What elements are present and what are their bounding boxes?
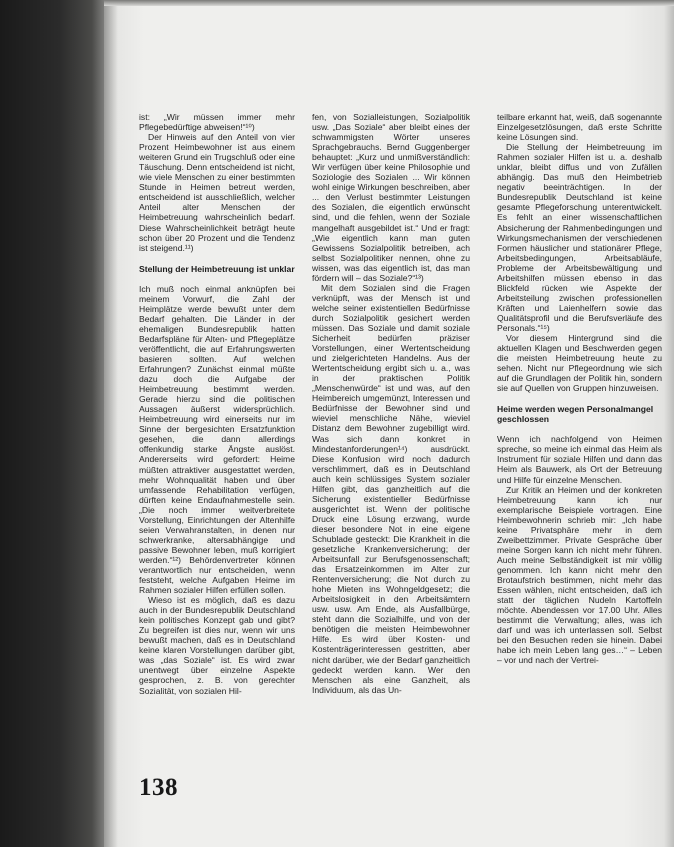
middle-text-column	[312, 112, 470, 695]
paragraph: Wenn ich nachfolgend von Heimen spreche, so meine ich einmal das Heim als Instrument für soziale Hilfen und dann das Heim als Bauwerk, als Ort der Betreuung und Hilfe für einzelne Menschen.	[497, 434, 662, 485]
paragraph: Ich muß noch einmal anknüpfen bei meinem Vorwurf, die Zahl der Heimplätze werde bewußt unter dem Bedarf gehalten. Die Länder in der ehemaligen Bundesrepublik hatten Bedarfspläne für Alten- und Pflegeplätze veröffentlicht, die auf Erfahrungswerten basieren sollten. Auf welchen Erfahrungen? Zunächst einmal müßte dazu doch die Aufgabe der Heimbetreuung bestimmt werden. Gerade hierzu sind die politischen Aussagen äußerst widersprüchlich. Heimbetreuung wird einerseits nur im Sinne der bergesichten Ersatzfunktion gesehen, die dann allerdings offenkundig starke Ängste auslöst. Andererseits wird gefordert: Heime müßten attraktiver ausgestattet werden, mehr Wohnqualität haben und über umfassende Rehabilitation verfügen, dürften keine Endaufnahmestelle sein. „Die noch immer weitverbreitete Vorstellung, Einrichtungen der Altenhilfe seien Verwahranstalten, in denen nur schwerkranke, altersabhängige und passive Bewohner leben, muß korrigiert werden.“¹²) Behördenvertreter können verantwortlich nur entscheiden, wenn feststeht, welche Aufgaben Heime im Rahmen sozialer Hilfen erfüllen sollen.	[139, 283, 295, 596]
page-top-edge	[104, 0, 674, 6]
paragraph: Die Stellung der Heimbetreuung im Rahmen sozialer Hilfen ist u. a. deshalb unklar, bleibt diffus und von Zufällen abhängig. Das muß den Heimbetrieb negativ beeinträchtigen. In der Bundesrepublik Deutschland ist keine gesamte Pflegeforschung unterentwickelt. Es fehlt an einer wissenschaftlichen Absicherung der Rahmenbedingungen und Wirkungsmechanismen der verschiedenen Formen häuslicher und stationärer Pflege, Arbeitsbedingungen, Arbeitsabläufe, Probleme der Arbeitsbewältigung und Arbeitshilfen müssen ebenso in das Blickfeld rücken wie Aspekte der Arbeitsteilung zwischen professionellen Kräften und Laienhelfern sowie das Qualitätsprofil und die Berufsverläufe des Personals.“¹⁵)	[497, 142, 662, 333]
section-heading: Heime werden wegen Personalmangel geschlossen	[497, 404, 654, 425]
section-heading: Stellung der Heimbetreuung ist unklar	[139, 263, 295, 274]
right-text-column	[497, 112, 662, 665]
paragraph: Vor diesem Hintergrund sind die aktuellen Klagen und Beschwerden gegen die meisten Heimbetreuung heute zu sehen. Nicht nur Pflegeordnung wie sich auf die Grundlagen der Politik hin, sondern sie auf Quellen von Gruppen hinzuweisen.	[497, 333, 662, 394]
page-number: 138	[139, 774, 178, 801]
paragraph: Wieso ist es möglich, daß es dazu auch in der Bundesrepublik Deutschland kein politisches Konzept gab und gibt? Zu begreifen ist dies nur, wenn wir uns bewußt machen, daß es in Deutschland keine klaren Vorstellungen darüber gibt, was „das Soziale“ ist. Es wird zwar unentwegt über einzelne Aspekte gesprochen, z. B. von gerechter Sozialität, von sozialen Hil-	[139, 595, 295, 696]
left-text-column	[139, 112, 295, 696]
book-binding-shadow	[0, 0, 108, 847]
paragraph: Mit dem Sozialen sind die Fragen verknüpft, was der Mensch ist und welche seiner existentiellen Bedürfnisse durch Sozialpolitik gesichert werden müssen. Das Soziale und damit soziale Sicherheit bedürfen präziser Vorstellungen, einer Wertentscheidung und zielgerichteten Handelns. Aus der Wertentscheidung ergibt sich u. a., was in der praktischen Politik „Menschenwürde“ ist und was, auf den Heimbereich umgemünzt, Interessen und Bedürfnisse der Bewohner sind und wieviel menschliche Nähe, wieviel Distanz dem Bewohner zugebilligt wird. Was sich dann konkret in Mindestanforderungen¹⁴) ausdrückt. Diese Konfusion wird noch dadurch verschlimmert, daß es in Deutschland auch kein schlüssiges System sozialer Hilfen gibt, das ganzheitlich auf die Sicherung existentieller Bedürfnisse ausgerichtet ist. Wenn der politische Druck eine Lösung erzwang, wurde dieser besondere Not in eine eigene Schublade gesteckt: Die Krankheit in die gesetzliche Krankenversicherung; der Arbeitsunfall zur Berufsgenossenschaft; das Ersatzeinkommen im Alter zur Rentenversicherung; die Not durch zu hohe Mieten ins Wohngeldgesetz; die Arbeitslosigkeit in den Arbeitsämtern usw. usw. Am Ende, als Ausfallbürge, steht dann die Sozialhilfe, und von der benötigen die meisten Heimbewohner Hilfe. Es wird über Kosten- und Kostenträgerinteressen gestritten, aber nicht darüber, wie der Bedarf ganzheitlich gedeckt werden kann. Wer den Menschen als eine Ganzheit, als Individuum, als das Un-	[312, 282, 470, 695]
paragraph: fen, von Sozialleistungen, Sozialpolitik usw. „Das Soziale“ aber bleibt eines der schwammigsten Wörter unseres Sprachgebrauchs. Bernd Guggenberger behauptet: „Kurz und unmißverständlich: Wir verfügen über keine Philosophie und Soziologie des Sozialen ... Wir können wohl einige Wirkungen beschreiben, aber ... den Verlust bestimmter Leistungen des Sozialen, die eigentlich erwünscht sind, und die fehlen, wenn der Soziale mangelhaft ausgebildet ist.“ Und er fragt: „Wie eigentlich kann man guten Gewissens Sozialpolitik betreiben, ach selbst Sozialpolitiker nennen, ohne zu wissen, was das eigentlich ist, das man fördern will – das Soziale?“¹³)	[312, 112, 470, 283]
paragraph: ist: „Wir müssen immer mehr Pflegebedürftige abweisen!“¹⁰)	[139, 112, 295, 133]
paragraph: Zur Kritik an Heimen und der konkreten Heimbetreuung kann ich nur exemplarische Beispiele vortragen. Eine Heimbewohnerin schrieb mir: „Ich habe keine Privatsphäre mehr in dem Zweibettzimmer. Private Gespräche über meine Sorgen kann ich nicht mehr führen. Auch meine Selbständigkeit ist mir völlig genommen. Ich kann nicht mehr den Brotaufstrich bestimmen, nicht mehr das Essen wählen, nicht entscheiden, daß ich statt der täglichen Nudeln Kartoffeln möchte. Abendessen vor 17.00 Uhr. Alles bestimmt die Verwaltung; alles, was ich darf und was ich unterlassen soll. Selbst bei den Besuchen reden sie hinein. Dabei habe ich mein Leben lang ges…“ – Leben – vor und nach der Vertrei-	[497, 484, 662, 666]
paragraph: Der Hinweis auf den Anteil von vier Prozent Heimbewohner ist aus einem weiteren Grund ein Trugschluß oder eine Täuschung. Denn entscheidend ist nicht, wie viele Menschen zu einer bestimmten Stunde in Heimen betreut werden, entscheidend ist ausschließlich, welcher Anteil alter Menschen der Heimbetreuung wahrscheinlich bedarf. Diese Wahrscheinlichkeit beträgt heute schon über 20 Prozent und die Tendenz ist steigend.¹¹)	[139, 132, 295, 253]
paragraph: teilbare erkannt hat, weiß, daß sogenannte Einzelgesetzlösungen, daß erste Schritte keine Lösungen sind.	[497, 112, 662, 143]
